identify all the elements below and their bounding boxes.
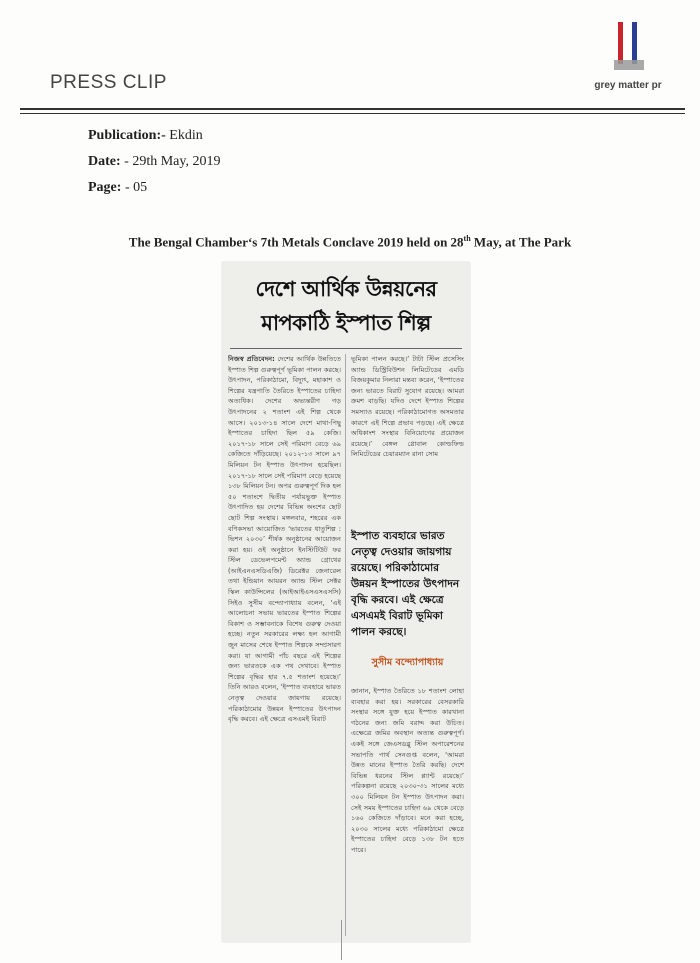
publication-label: Publication:- xyxy=(88,128,166,143)
pull-quote: ইস্পাত ব্যবহারে ভারত নেতৃত্ব দেওয়ার জায়গায় রয়েছে। পরিকাঠামোর উন্নয়ন ইস্পাতের উৎপাদন বৃদ্ধি করবে। এই ক্ষেত্রে এসএমই বিরাট ভূমিকা পালন করছে। xyxy=(351,530,460,638)
page-fold-mark xyxy=(341,920,342,960)
header-rule xyxy=(20,108,685,110)
clipping-rule xyxy=(230,348,462,349)
date-value: - 29th May, 2019 xyxy=(120,154,221,169)
article-lead: নিজস্ব প্রতিবেদন: xyxy=(228,355,275,363)
page-label: Page: xyxy=(88,180,122,195)
page-value: - 05 xyxy=(121,180,148,195)
logo-bars-icon xyxy=(614,20,644,76)
logo-text: grey matter pr xyxy=(594,80,662,91)
publication-value: Ekdin xyxy=(165,128,203,143)
pull-quote-author: সুসীম বন্দ্যোপাধ্যায় xyxy=(371,657,444,668)
newspaper-clipping xyxy=(222,262,470,942)
headline-sup: th xyxy=(463,234,471,243)
article-body: দেশের আর্থিক উন্নতিতে ইস্পাত শিল্প গুরুত্বপূর্ণ ভূমিকা পালন করছে। উৎপাদন, পরিকাঠামো, বিদ্যুৎ, মহাকাশ ও শিল্পের যন্ত্রপাতি তৈরিতে ইস্পাতের চাহিদা অত্যধিক। দেশের অভ্যন্তরীণ গড় উৎপাদনের ২ শতাংশ এই শিল্প থেকে আসে। ২০১৩-১৪ সালে দেশে মাথা-পিছু ইস্পাতের চাহিদা ছিল ৫৯ কেজি। ২০১৭-১৮ সালে সেই পরিমাণ বেড়ে ৬৯ কেজিতে দাঁড়িয়েছে। ২০১২-১৩ সালে ৯৭ মিলিয়ন টন ইস্পাত উৎপাদন হয়েছিল। ২০১৭-১৮ সালে সেই পরিমাণ বেড়ে হয়েছে ১৩৮ মিলিয়ন টন। অপর গুরুত্বপূর্ণ দিক হল ৫০ শতাংশে দ্বিতীয় পর্যায়ভুক্ত ইস্পাত উৎপাদিত হয় দেশের বিভিন্ন অংশের ছোট ছোট শিল্প সংস্থায়। মঙ্গলবার, শহরের এক বণিকসভা আয়োজিত ‘ভারতের ধাতুশিল্প : ভিশন ২০৩০’ শীর্ষক অনুষ্ঠানের আয়োজন করা হয়। ওই অনুষ্ঠানে ইনস্টিটিউট ফর স্টিল ডেভেলপমেন্ট অ্যান্ড গ্রোথের (আইএনএসডিএজি) ডিরেক্টর জেনারেল তথা ইন্ডিয়ান আয়রন অ্যান্ড স্টিল সেক্টর স্কিল কাউন্সিলের (আইআইএসএসএসসি) সিইও সুসীম বন্দ্যোপাধ্যায় বলেন, ‘এই আলোচনা সভায় ভারতের ইস্পাত শিল্পের বিকাশ ও সম্ভাবনাকে বিশেষ গুরুত্ব দেওয়া হচ্ছে। নতুন সরকারের লক্ষ্য হল আগামী জুন মাসের শেষে ইস্পাত শিল্পকে সম্প্রসারণ করা। যা আগামী পাঁচ বছরে এই শিল্পের জন্য ভারতকে এক পথ দেখাবে। ইস্পাত শিল্পের বৃদ্ধির হার ৭.৫ শতাংশ হয়েছে।’ তিনি আরও বলেন, ‘ইস্পাত ব্যবহারে ভারত নেতৃত্ব দেওয়ার জায়গায় রয়েছে। পরিকাঠামোর উন্নয়ন ইস্পাতের উৎপাদন বৃদ্ধি করবে। এই ক্ষেত্রে এসএমই বিরাট xyxy=(228,355,341,724)
headline-text: The Bengal Chamber‘s 7th Metals Conclave 2019 held on 28 xyxy=(128,234,464,250)
clip-headline xyxy=(0,234,700,250)
header-rule-thin xyxy=(20,113,685,114)
page-line xyxy=(88,180,147,196)
clipping-title-line: মাপকাঠি ইস্পাত শিল্প xyxy=(261,311,431,335)
column-divider xyxy=(345,354,346,936)
article-column-right-top: ভূমিকা পালন করছে।’ টাটা স্টিল প্রসেসিং অ্যান্ড ডিস্ট্রিবিউশন লিমিটেডের এমডি বিজয়কুমার নিলারা মন্তব্য করেন, ‘ইস্পাতের জন্য ভারতে বিরাট সুযোগ রয়েছে। আমরা ক্রমশ বাড়ছি। যদিও দেশে ইস্পাত শিল্পের সমস্যাও রয়েছে। পরিকাঠামোগত অসমতার কারণে এই শিল্পে প্রভাব পড়ছে। এই ক্ষেত্রে অধিকাংশ সংস্থার বিনিয়োগের প্রয়োজন রয়েছে।’ বেঙ্গল গ্লোবাল কোল্ডফিল্ড লিমিটেডের চেয়ারম্যান রানা সোম xyxy=(351,355,464,459)
grey-matter-logo xyxy=(588,20,668,100)
clipping-title-line: দেশে আর্থিক উন্নয়নের xyxy=(255,277,437,301)
clipping-title xyxy=(230,272,462,340)
press-clip-label: PRESS CLIP xyxy=(50,72,167,93)
article-column-right-bottom: জানান, ইস্পাত তৈরিতে ১৮ শতাংশ লোহা ব্যবহার করা হয়। সরকারের বেসরকারি সংস্থার সঙ্গে যুক্ত হয়ে ইস্পাত কারখানা গঠনের জন্য জমি বরাদ্দ করা উচিত। এক্ষেত্রে জমির অবস্থান অত্যন্ত গুরুত্বপূর্ণ। একই সঙ্গে জেএসডব্লু স্টিল অপারেশনের সভাপতি পার্থ সেনগুপ্ত বলেন, ‘আমরা উন্নত মানের ইস্পাত তৈরি করছি। দেশে বিভিন্ন ধরনের স্টিল প্ল্যান্ট রয়েছে।’ পরিকল্পনা রয়েছে ২০৩০-৩১ সালের মধ্যে ৩০০ মিলিয়ন টন ইস্পাত উৎপাদন করা। সেই সময় ইস্পাতের চাহিদা ৬৯ থেকে বেড়ে ১৬০ কেজিতে দাঁড়াবে। মনে করা হচ্ছে, ২০৩০ সালের মধ্যে পরিকাঠামো ক্ষেত্রে ইস্পাতের চাহিদা বেড়ে ১৩৮ টন হতে পারে। xyxy=(351,687,464,854)
date-line xyxy=(88,154,220,170)
headline-text-end: May, at The Park xyxy=(470,234,572,250)
date-label: Date: xyxy=(88,154,121,169)
article-column-left xyxy=(228,354,341,936)
publication-line xyxy=(88,128,203,144)
